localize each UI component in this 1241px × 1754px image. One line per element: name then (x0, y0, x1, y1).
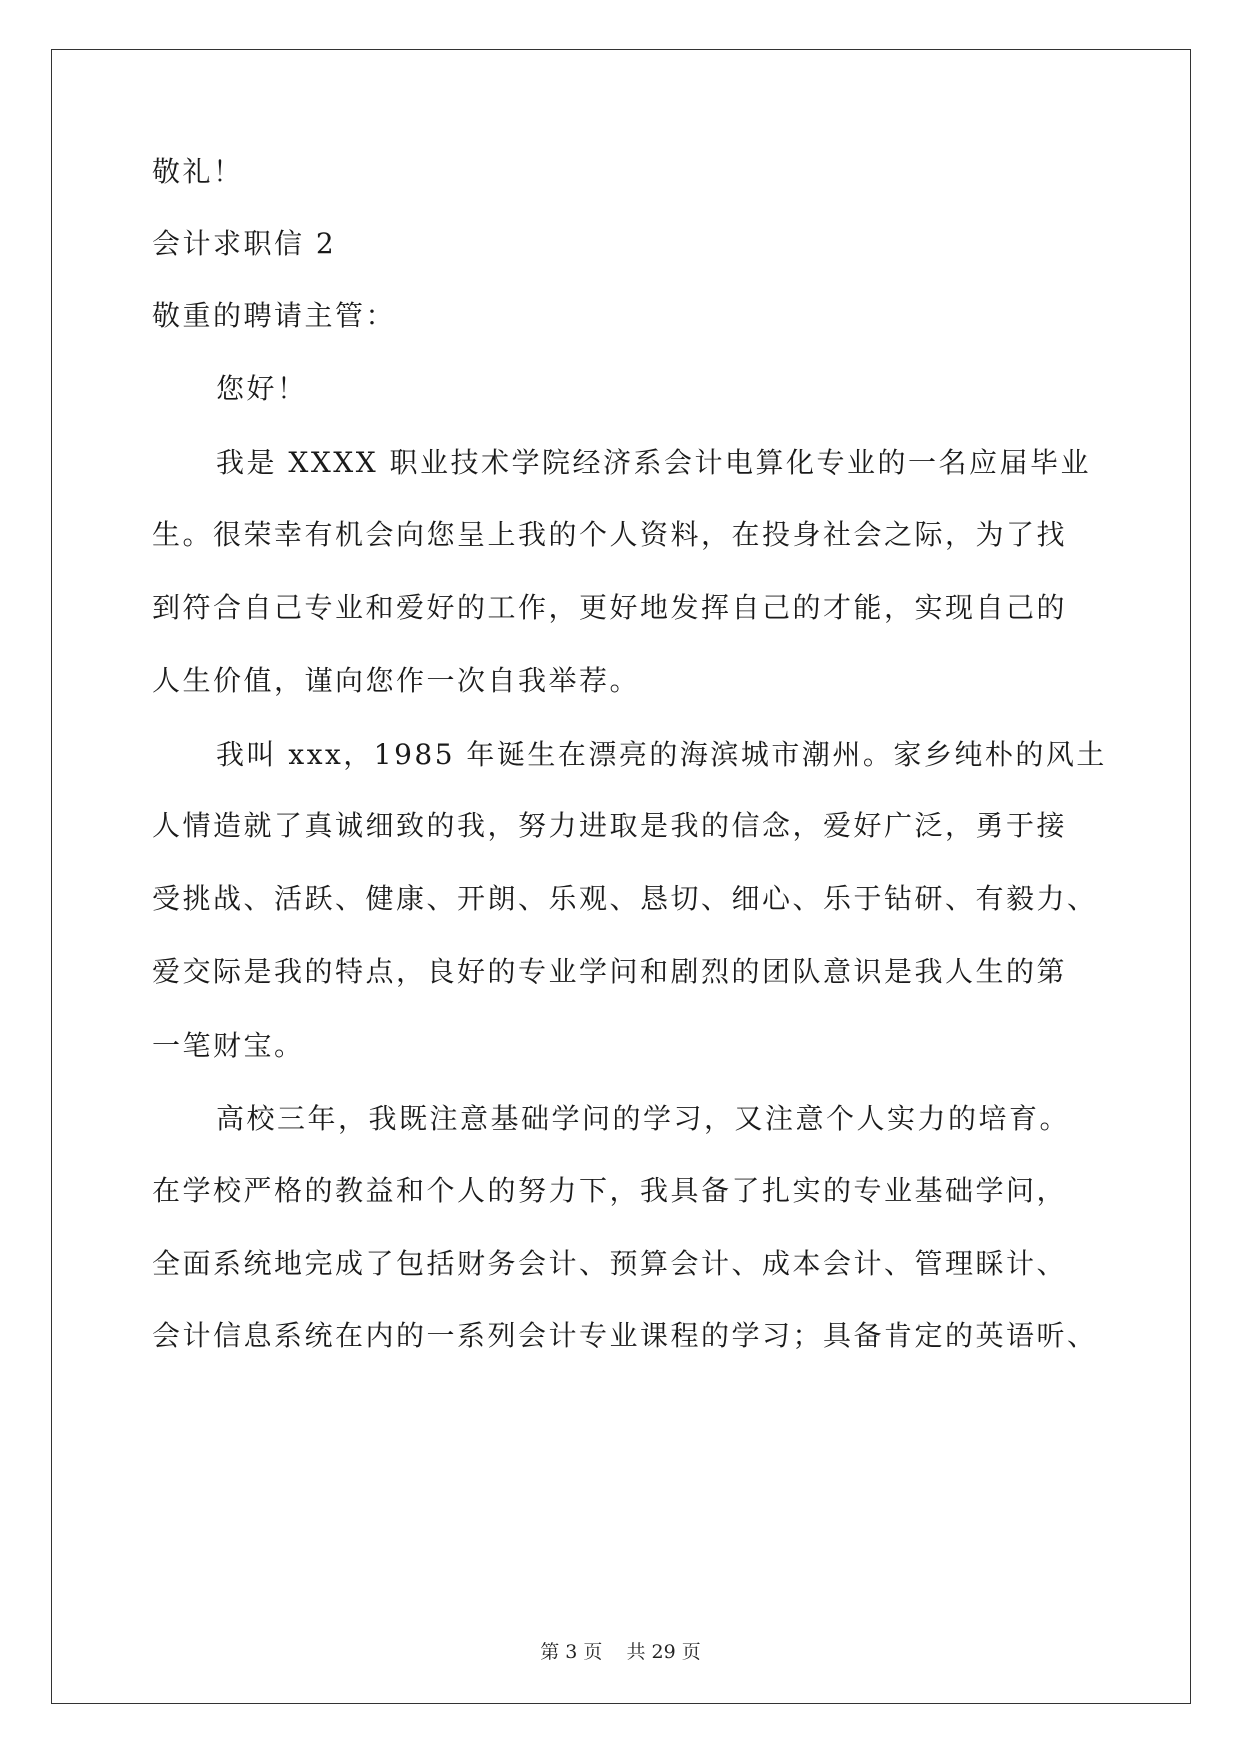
paragraph-line: 受挑战、活跃、健康、开朗、乐观、恳切、细心、乐于钻研、有毅力、 (152, 882, 1098, 915)
paragraph-line: 生。很荣幸有机会向您呈上我的个人资料，在投身社会之际，为了找 (152, 518, 1068, 551)
letter-title: 会计求职信 2 (152, 227, 337, 260)
paragraph-line: 人生价值，谨向您作一次自我举荐。 (152, 664, 641, 697)
paragraph-line: 全面系统地完成了包括财务会计、预算会计、成本会计、管理睬计、 (152, 1247, 1068, 1280)
closing-salutation: 敬礼！ (152, 155, 244, 188)
greeting-hello: 您好！ (216, 372, 308, 405)
paragraph-line: 到符合自己专业和爱好的工作，更好地发挥自己的才能，实现自己的 (152, 591, 1068, 624)
paragraph-line: 我叫 xxx，1985 年诞生在漂亮的海滨城市潮州。家乡纯朴的风土 (216, 738, 1107, 771)
paragraph-line: 我是 XXXX 职业技术学院经济系会计电算化专业的一名应届毕业 (216, 446, 1092, 479)
paragraph-line: 在学校严格的教益和个人的努力下，我具备了扎实的专业基础学问， (152, 1174, 1068, 1207)
paragraph-line: 一笔财宝。 (152, 1029, 305, 1062)
paragraph-line: 爱交际是我的特点，良好的专业学问和剧烈的团队意识是我人生的第 (152, 955, 1068, 988)
paragraph-line: 会计信息系统在内的一系列会计专业课程的学习；具备肯定的英语听、 (152, 1319, 1098, 1352)
paragraph-line: 高校三年，我既注意基础学问的学习，又注意个人实力的培育。 (216, 1102, 1071, 1135)
paragraph-line: 人情造就了真诚细致的我，努力进取是我的信念，爱好广泛，勇于接 (152, 809, 1068, 842)
page-footer (0, 1637, 1241, 1664)
page-total: 共 29 页 (626, 1641, 701, 1663)
greeting-recipient: 敬重的聘请主管： (152, 299, 397, 332)
page-number: 第 3 页 (540, 1641, 603, 1663)
